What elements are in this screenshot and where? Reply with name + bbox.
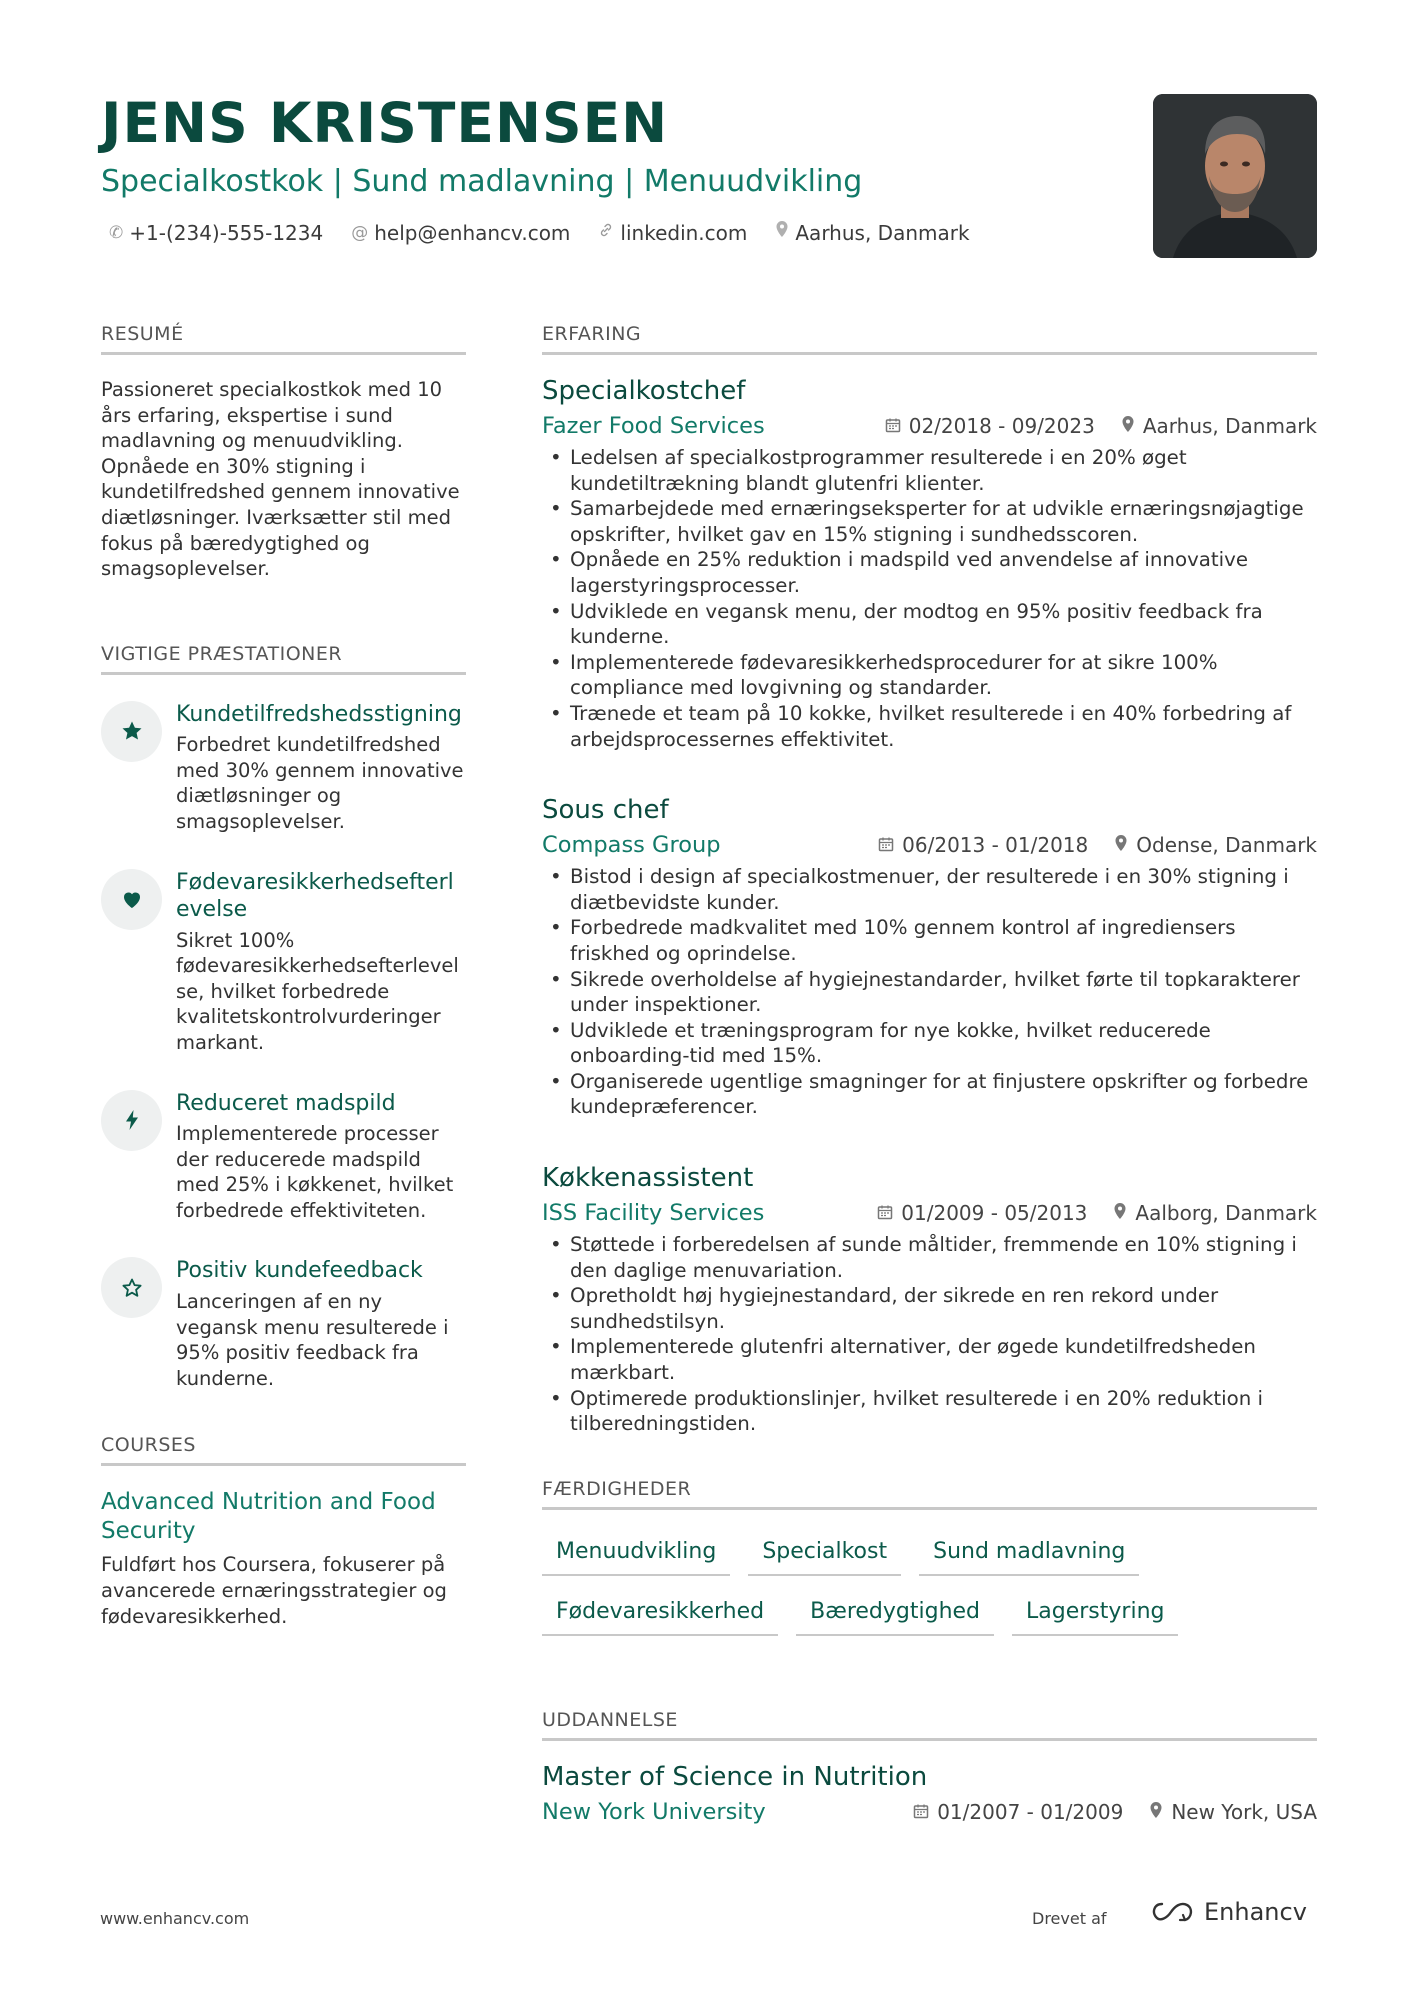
bullet-item: • Udviklede et træningsprogram for nye kokke, hvilket reducerede onboarding-tid med 15%. [548,1018,1317,1069]
star-outline-icon [101,1257,162,1318]
company-name: Compass Group [542,832,721,859]
education-heading: UDDANNELSE [542,1708,1317,1741]
achievements-list [101,701,466,1392]
achievement-desc: Forbedret kundetilfredshed med 30% gennem innovative diætløsninger og smagsoplevelser. [176,733,464,834]
left-column [101,322,466,1629]
phone-text: +1-(234)-555-1234 [129,221,324,245]
job-dates: 02/2018 - 09/2023 [908,414,1095,438]
location-pin-icon [1121,414,1135,438]
achievement-item [101,869,466,1056]
location-text: Aarhus, Danmark [795,221,970,245]
achievement-item [101,701,466,835]
candidate-name: JENS KRISTENSEN [101,91,669,155]
calendar-icon [877,1201,893,1225]
enhancv-logo-icon [1150,1900,1196,1924]
job-title: Specialkostchef [542,376,746,406]
bullet-item: • Bistod i design af specialkostmenuer, der resulterede i en 30% stigning i diætbevidste kunder. [548,864,1317,915]
experience-item [542,1160,1317,1437]
calendar-icon [878,833,894,857]
bullet-item: • Trænede et team på 10 kokke, hvilket resulterede i en 40% forbedring af arbejdsprocessernes effektivitet. [548,701,1317,752]
company-name: Fazer Food Services [542,413,765,439]
skills-list [542,1532,1317,1636]
location-pin-icon [1149,1800,1163,1824]
achievement-desc: Lanceringen af en ny vegansk menu resulterede i 95% positiv feedback fra kunderne. [176,1289,449,1390]
achievement-desc: Implementerede processer der reducerede madspild med 25% i køkkenet, hvilket forbedrede effektiviteten. [176,1122,454,1222]
summary-heading: RESUMÉ [101,322,466,355]
bullet-item: • Støttede i forberedelsen af sunde måltider, fremmende en 10% stigning i den daglige menuvariation. [548,1232,1317,1283]
bullet-item: • Organiserede ugentlige smagninger for at finjustere opskrifter og forbedre kundepræferencer. [548,1069,1317,1120]
enhancv-brand-text: Enhancv [1204,1898,1307,1926]
star-filled-icon [101,701,162,762]
achievement-item [101,1257,466,1391]
bullet-item: • Implementerede glutenfri alternativer, der øgede kundetilfredsheden mærkbart. [548,1334,1317,1385]
location-pin-icon [775,218,789,248]
calendar-icon [913,1800,929,1824]
course-title: Advanced Nutrition and Food Security [101,1489,436,1545]
bullet-item: • Forbedrede madkvalitet med 10% gennem kontrol af ingrediensers friskhed og oprindelse. [548,915,1317,966]
experience-item [542,373,1317,752]
phone-icon: ✆ [109,223,124,243]
achievement-title: Kundetilfredshedsstigning [176,701,462,727]
company-name: ISS Facility Services [542,1200,765,1227]
contact-phone[interactable] [109,218,323,248]
experience-heading: ERFARING [542,322,1317,355]
bolt-icon [101,1090,162,1151]
school-name: New York University [542,1798,766,1825]
bullet-item: • Opretholdt høj hygiejnestandard, der sikrede en ren rekord under sundhedstilsyn. [548,1283,1317,1334]
skill-tag: Lagerstyring [1012,1592,1178,1636]
summary-text: Passioneret specialkostkok med 10 års erfaring, ekspertise i sund madlavning og menuudvikling. Opnåede en 30% stigning i kundetilfredshed gennem innovative diætløsninger. Iværksætter stil med fokus på bæredygtighed og smagsoplevelser. [101,378,460,581]
experience-item [542,792,1317,1120]
calendar-icon [885,414,901,438]
contact-location [775,218,969,248]
footer-url[interactable]: www.enhancv.com [100,1909,250,1928]
skill-tag: Sund madlavning [919,1532,1139,1576]
bullet-item: • Udviklede en vegansk menu, der modtog en 95% positiv feedback fra kunderne. [548,599,1317,650]
achievement-title: Fødevaresikkerhedsefterlevelse [176,869,454,923]
skill-tag: Bæredygtighed [796,1592,994,1636]
courses-heading: COURSES [101,1433,466,1466]
job-dates: 01/2009 - 05/2013 [901,1201,1088,1226]
linkedin-text: linkedin.com [620,221,748,245]
achievement-title: Reduceret madspild [176,1090,396,1116]
enhancv-logo[interactable] [1150,1898,1307,1926]
achievement-item [101,1090,466,1224]
degree-title: Master of Science in Nutrition [542,1761,928,1792]
skill-tag: Menuudvikling [542,1532,730,1576]
job-location: Aarhus, Danmark [1142,414,1317,438]
achievement-title: Positiv kundefeedback [176,1258,423,1284]
heart-icon [101,869,162,930]
contact-bar [101,218,1131,248]
right-column [542,322,1317,1827]
job-title: Sous chef [542,795,669,826]
resume-header [101,90,1131,248]
course-desc: Fuldført hos Coursera, fokuserer på avancerede ernæringsstrategier og fødevaresikkerhed. [101,1553,447,1628]
bullet-item: • Opnåede en 25% reduktion i madspild ved anvendelse af innovative lagerstyringsprocesser. [548,547,1317,598]
job-bullets [542,864,1317,1120]
bullet-item: • Sikrede overholdelse af hygiejnestandarder, hvilket førte til topkarakterer under inspektioner. [548,967,1317,1018]
contact-linkedin[interactable] [598,218,747,248]
job-title: Køkkenassistent [542,1163,754,1194]
skill-tag: Specialkost [748,1532,901,1576]
contact-email[interactable] [351,218,570,248]
education-dates: 01/2007 - 01/2009 [937,1799,1124,1824]
achievement-desc: Sikret 100% fødevaresikkerhedsefterlevelse, hvilket forbedrede kvalitetskontrolvurderinger markant. [176,928,459,1054]
achievements-heading: VIGTIGE PRÆSTATIONER [101,642,466,675]
profile-photo [1153,94,1317,258]
candidate-tagline: Specialkostkok | Sund madlavning | Menuudvikling [101,164,863,199]
bullet-item: • Ledelsen af specialkostprogrammer resulterede i en 20% øget kundetiltrækning blandt glutenfri klienter. [548,445,1317,496]
education-location: New York, USA [1171,1799,1317,1824]
job-location: Odense, Danmark [1136,833,1317,858]
education-item [542,1759,1317,1827]
skill-tag: Fødevaresikkerhed [542,1592,778,1636]
at-icon: @ [351,223,369,243]
location-pin-icon [1114,833,1128,857]
location-pin-icon [1113,1201,1127,1225]
footer-powered-by: Drevet af [1032,1909,1107,1928]
job-dates: 06/2013 - 01/2018 [902,833,1089,858]
link-icon [598,218,614,248]
bullet-item: • Samarbejdede med ernæringseksperter for at udvikle ernæringsnøjagtige opskrifter, hvilket gav en 15% stigning i sundhedsscoren. [548,496,1317,547]
bullet-item: • Optimerede produktionslinjer, hvilket resulterede i en 20% reduktion i tilberedningstiden. [548,1386,1317,1437]
skills-heading: FÆRDIGHEDER [542,1477,1317,1510]
bullet-item: • Implementerede fødevaresikkerhedsprocedurer for at sikre 100% compliance med lovgivning og standarder. [548,650,1317,701]
email-text: help@enhancv.com [374,221,571,245]
job-bullets [542,1232,1317,1437]
job-location: Aalborg, Danmark [1135,1201,1317,1226]
job-bullets [542,445,1317,752]
